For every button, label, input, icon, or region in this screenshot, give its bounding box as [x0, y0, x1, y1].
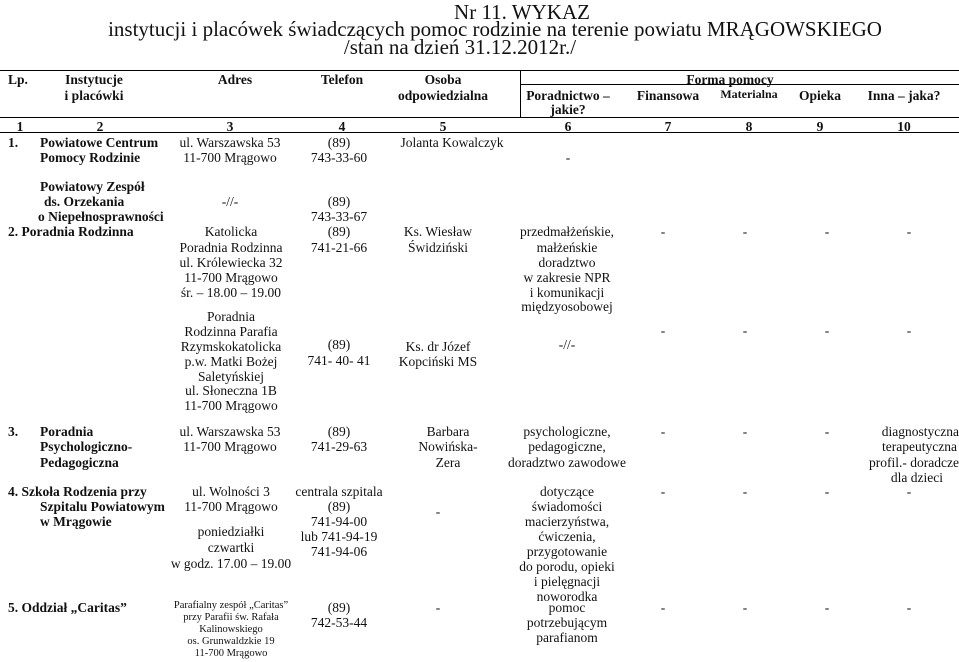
row4-name-3: w Mrągowie	[40, 514, 112, 529]
row4-porad: przygotowanie	[526, 544, 608, 559]
row2-person-1: Ks. Wiesław	[403, 224, 473, 239]
row4-addr: 11-700 Mrągowo	[184, 499, 278, 514]
row4-dash: -	[906, 484, 912, 499]
row5-porad: parafianom	[536, 630, 598, 645]
header-telefon: Telefon	[320, 72, 364, 87]
row3-tel-1: (89)	[327, 424, 351, 439]
row2-dash: -	[660, 224, 666, 239]
row2-porad: i komunikacji	[529, 285, 605, 300]
row3-person-2: Nowińska-	[418, 439, 478, 454]
row2b-addr: Rodzinna Parafia	[184, 324, 278, 339]
row4-tel: 741-94-06	[310, 544, 368, 559]
header-forma-pomocy: Forma pomocy	[686, 72, 774, 87]
col-number: 5	[439, 119, 447, 134]
row3-name-2: Psychologiczno-	[40, 439, 133, 454]
row4-lp-name: 4. Szkoła Rodzenia przy	[8, 484, 147, 499]
row1b-tel-2: 743-33-67	[310, 209, 368, 224]
row1-addr-2: 11-700 Mrągowo	[183, 150, 277, 165]
row4-dash: -	[742, 484, 748, 499]
row5-dash: -	[742, 600, 748, 615]
col-number: 3	[226, 119, 234, 134]
row1-addr-1: ul. Warszawska 53	[179, 135, 281, 150]
row4-porad: macierzyństwa,	[524, 514, 610, 529]
row4-tel: (89)	[327, 499, 351, 514]
row1b-name-2: ds. Orzekania	[44, 194, 125, 209]
row1b-name-1: Powiatowy Zespół	[40, 179, 145, 194]
row4-tel: centrala szpitala	[295, 484, 383, 499]
row4-dash: -	[660, 484, 666, 499]
col-number: 10	[897, 119, 911, 134]
row5-addr: os. Grunwaldzkie 19	[187, 636, 275, 647]
row2-addr: śr. – 18.00 – 19.00	[180, 285, 282, 300]
row1b-tel-1: (89)	[327, 194, 351, 209]
row2b-dash: -	[906, 323, 912, 338]
row2-tel-1: (89)	[327, 224, 351, 239]
row1-name-2: Pomocy Rodzinie	[40, 150, 141, 165]
row2b-addr: Rzymskokatolicka	[180, 339, 282, 354]
col-number: 1	[16, 119, 24, 134]
row2-lp-name: 2. Poradnia Rodzinna	[8, 224, 134, 239]
row4-addr: poniedziałki	[197, 524, 265, 539]
row4-porad: ćwiczenia,	[538, 529, 596, 544]
row3-porad: psychologiczne,	[523, 424, 611, 439]
row3-name-1: Poradnia	[40, 424, 94, 439]
row2-porad: w zakresie NPR	[523, 270, 611, 285]
row2b-porad: -//-	[558, 337, 576, 352]
row2-dash: -	[742, 224, 748, 239]
row2-tel-2: 741-21-66	[310, 240, 368, 255]
row2b-person-2: Kopciński MS	[398, 354, 478, 369]
row4-name-2: Szpitalu Powiatowym	[40, 499, 165, 514]
col-number: 7	[664, 119, 672, 134]
row1b-name-3: o Niepełnosprawności	[38, 209, 164, 224]
row2b-dash: -	[742, 323, 748, 338]
row3-inna: dla dzieci	[890, 470, 943, 485]
row2-porad: międzyosobowej	[521, 299, 613, 314]
title-line-2: instytucji i placówek świadczących pomoc rodzinie na terenie powiatu MRĄGOWSKIEGO	[108, 17, 882, 41]
col-number: 4	[338, 119, 346, 134]
row1-lp: 1.	[8, 135, 19, 150]
row1-tel-1: (89)	[327, 135, 351, 150]
row5-addr: przy Parafii św. Rafała	[183, 612, 279, 623]
row2b-tel-2: 741- 40- 41	[307, 353, 371, 368]
row4-porad: do porodu, opieki	[519, 559, 615, 574]
header-poradnictwo: Poradnictwo –	[526, 88, 610, 103]
row4-addr: w godz. 17.00 – 19.00	[170, 556, 292, 571]
col-number: 8	[745, 119, 753, 134]
row2-person-2: Świdziński	[407, 240, 469, 255]
row2-addr: Katolicka	[204, 224, 258, 239]
header-jakie: jakie?	[550, 102, 586, 117]
row2-dash: -	[824, 224, 830, 239]
row2-addr: ul. Królewiecka 32	[179, 255, 283, 270]
row3-person-1: Barbara	[426, 424, 470, 439]
row1-tel-2: 743-33-60	[310, 150, 368, 165]
row2-porad: małżeńskie	[536, 240, 598, 255]
row3-addr-2: 11-700 Mrągowo	[183, 439, 277, 454]
row3-name-3: Pedagogiczna	[40, 455, 119, 470]
row2b-addr: 11-700 Mrągowo	[184, 398, 278, 413]
row2-addr: 11-700 Mrągowo	[184, 270, 278, 285]
row5-person: -	[435, 600, 441, 615]
row3-dash: -	[742, 424, 748, 439]
col-number: 2	[96, 119, 104, 134]
row2-addr: Poradnia Rodzinna	[179, 240, 283, 255]
row5-dash: -	[824, 600, 830, 615]
row2b-addr: ul. Słoneczna 1B	[185, 383, 277, 398]
row4-dash: -	[824, 484, 830, 499]
row4-porad: świadomości	[531, 499, 603, 514]
row1-person: Jolanta Kowalczyk	[400, 135, 504, 150]
row5-addr: 11-700 Mrągowo	[194, 648, 268, 659]
header-instytucje: Instytucje	[65, 72, 123, 87]
row3-inna: diagnostyczna	[881, 424, 959, 439]
row5-addr: Parafialny zespół „Caritas”	[173, 600, 289, 611]
row2b-addr: Poradnia	[207, 309, 255, 324]
row1b-addr: -//-	[221, 194, 239, 209]
header-finansowa: Finansowa	[636, 88, 700, 103]
header-materialna: Materialna	[720, 87, 778, 101]
row2b-person-1: Ks. dr Józef	[405, 339, 471, 354]
row5-dash: -	[906, 600, 912, 615]
row5-addr: Kalinowskiego	[199, 624, 263, 635]
row3-porad: doradztwo zawodowe	[507, 455, 627, 470]
row4-porad: dotyczące	[540, 484, 594, 499]
row4-tel: 741-94-00	[310, 514, 368, 529]
row5-porad: pomoc	[548, 600, 586, 615]
row2-porad: doradztwo	[538, 255, 596, 270]
title-line-3: /stan na dzień 31.12.2012r./	[343, 35, 577, 59]
header-osoba: Osoba	[424, 72, 462, 87]
header-placowki: i placówki	[64, 88, 124, 103]
row5-tel-1: (89)	[327, 600, 351, 615]
row5-tel-2: 742-53-44	[310, 615, 368, 630]
row2b-dash: -	[824, 323, 830, 338]
row3-lp: 3.	[8, 424, 19, 439]
row5-porad: potrzebującym	[526, 615, 608, 630]
row2-dash: -	[906, 224, 912, 239]
header-odpowiedzialna: odpowiedzialna	[397, 88, 489, 103]
row2b-addr: Saletyńskiej	[198, 369, 264, 384]
row3-porad: pedagogiczne,	[528, 439, 606, 454]
forma-divider	[520, 70, 521, 117]
row3-inna: profil.- doradcze	[869, 455, 959, 470]
header-top-rule	[0, 70, 959, 71]
row4-addr: ul. Wolności 3	[192, 484, 270, 499]
row3-person-3: Zera	[435, 455, 461, 470]
col-number: 9	[816, 119, 824, 134]
row2b-tel-1: (89)	[327, 337, 351, 352]
row4-porad: i pielęgnacji	[533, 574, 601, 589]
col-number: 6	[564, 119, 572, 134]
row3-addr-1: ul. Warszawska 53	[179, 424, 281, 439]
row2b-dash: -	[660, 323, 666, 338]
row4-addr: czwartki	[207, 540, 255, 555]
header-adres: Adres	[217, 72, 253, 87]
row1-dash: -	[565, 150, 571, 165]
header-bottom-rule	[0, 117, 959, 118]
row5-dash: -	[660, 600, 666, 615]
title-line-1: Nr 11. WYKAZ	[454, 0, 590, 24]
row4-person: -	[435, 504, 441, 519]
header-opieka: Opieka	[798, 88, 842, 103]
row4-porad: noworodka	[536, 589, 598, 604]
numbers-bottom-rule	[0, 132, 959, 133]
row4-tel: lub 741-94-19	[300, 529, 378, 544]
row3-tel-2: 741-29-63	[310, 439, 368, 454]
header-lp: Lp.	[8, 72, 28, 87]
header-inna: Inna – jaka?	[867, 88, 941, 103]
row2-porad: przedmałżeńskie,	[519, 224, 615, 239]
row3-dash: -	[660, 424, 666, 439]
row1-name-1: Powiatowe Centrum	[40, 135, 159, 150]
row5-lp-name: 5. Oddział „Caritas”	[8, 600, 127, 615]
row2b-addr: p.w. Matki Bożej	[184, 354, 278, 369]
row3-inna: terapeutyczna	[882, 439, 957, 454]
row3-dash: -	[824, 424, 830, 439]
